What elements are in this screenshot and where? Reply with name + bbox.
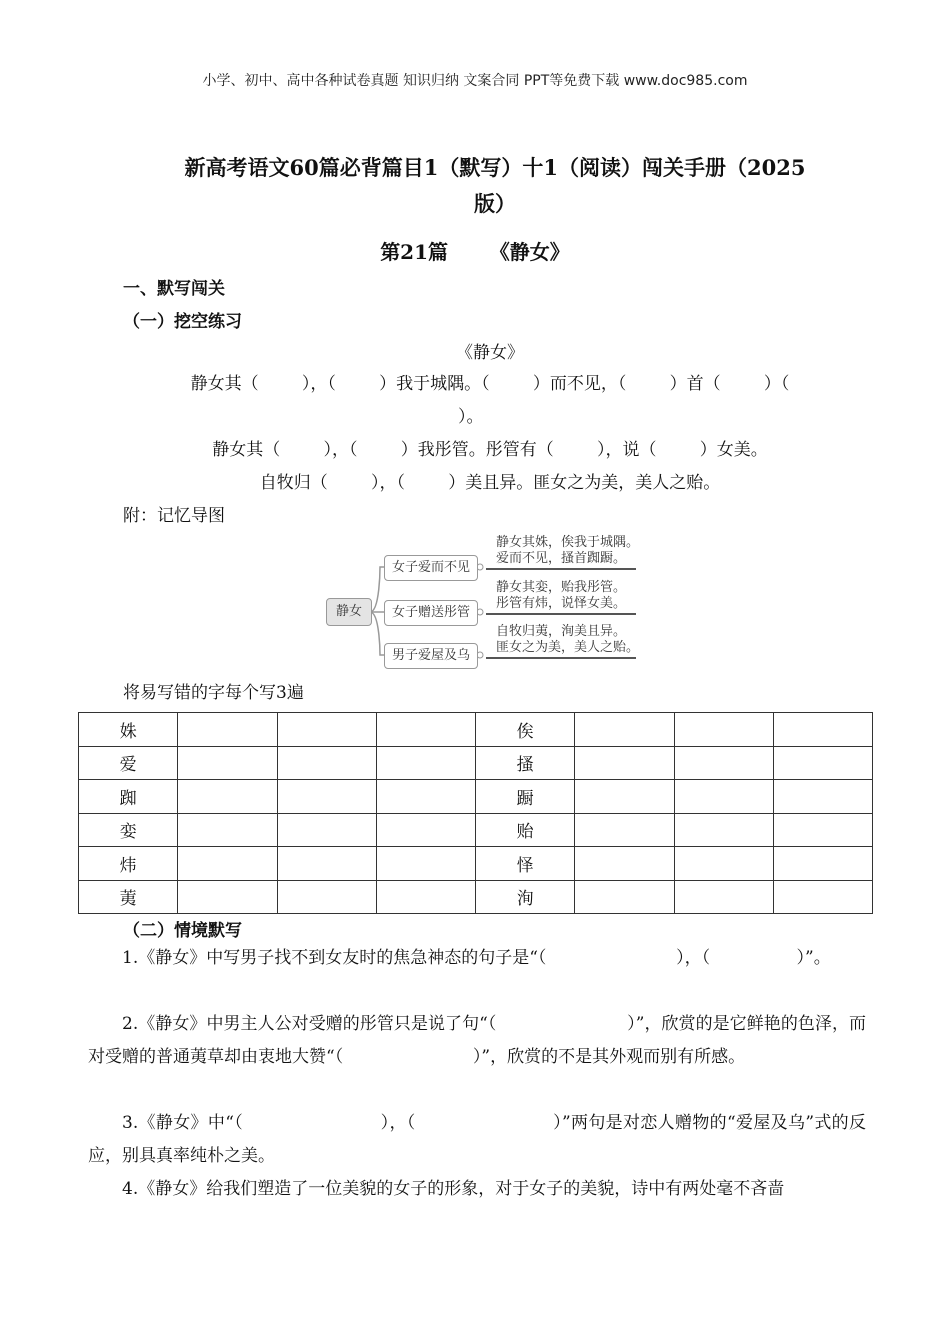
- title-line-1: 新高考语文60篇必背篇目1（默写）十1（阅读）闯关手册（2025: [184, 155, 806, 180]
- mind-map-branch-1: 女子爱而不见: [384, 555, 478, 581]
- write-cell[interactable]: [773, 847, 872, 881]
- write-cell[interactable]: [773, 880, 872, 914]
- page-header: 小学、初中、高中各种试卷真题 知识归纳 文案合同 PPT等免费下载 www.doc985.com: [202, 73, 748, 89]
- mind-map-root: 静女: [326, 598, 372, 626]
- practice-char: 爱: [79, 746, 178, 780]
- write-cell[interactable]: [277, 847, 376, 881]
- write-cell[interactable]: [575, 847, 674, 881]
- practice-char: 俟: [476, 713, 575, 747]
- question-3: 3.《静女》中“（ ），（ ）”两句是对恋人赠物的“爱屋及乌”式的反应，别具真率纯朴之美。: [88, 1113, 866, 1166]
- practice-char: 蹰: [476, 780, 575, 814]
- write-cell[interactable]: [277, 780, 376, 814]
- write-cell[interactable]: [376, 746, 475, 780]
- write-cell[interactable]: [178, 780, 277, 814]
- practice-char: 怿: [476, 847, 575, 881]
- write-cell[interactable]: [674, 847, 773, 881]
- write-cell[interactable]: [178, 713, 277, 747]
- branch-3-line-1: 自牧归荑，洵美且异。: [496, 624, 627, 639]
- question-4: 4.《静女》给我们塑造了一位美貌的女子的形象，对于女子的美貌，诗中有两处毫不吝啬: [122, 1179, 785, 1199]
- question-1: 1.《静女》中写男子找不到女友时的焦急神态的句子是“（ ），（ ）”。: [122, 948, 831, 968]
- practice-char: 炜: [79, 847, 178, 881]
- write-cell[interactable]: [674, 880, 773, 914]
- table-row: [79, 746, 873, 780]
- write-cell[interactable]: [178, 880, 277, 914]
- chapter-subtitle: 第21篇 《静女》: [380, 240, 570, 264]
- write-cell[interactable]: [773, 780, 872, 814]
- write-cell[interactable]: [674, 813, 773, 847]
- branch-2-line-2: 彤管有炜，说怿女美。: [496, 596, 627, 611]
- branch-1-line-1: 静女其姝，俟我于城隅。: [496, 535, 640, 550]
- practice-label: 将易写错的字每个写3遍: [123, 683, 304, 703]
- poem-line-2: 静女其（ ），（ ）我彤管。彤管有（ ），说（ ）女美。: [212, 440, 768, 460]
- write-cell[interactable]: [674, 746, 773, 780]
- write-cell[interactable]: [277, 746, 376, 780]
- practice-char: 娈: [79, 813, 178, 847]
- write-cell[interactable]: [773, 713, 872, 747]
- write-cell[interactable]: [277, 713, 376, 747]
- practice-char: 贻: [476, 813, 575, 847]
- poem-title: 《静女》: [456, 343, 524, 363]
- write-cell[interactable]: [277, 813, 376, 847]
- section-heading: 一、默写闯关: [123, 279, 225, 299]
- write-cell[interactable]: [376, 780, 475, 814]
- poem-line-3: 自牧归（ ），（ ）美且异。匪女之为美，美人之贻。: [259, 473, 721, 493]
- practice-char: 荑: [79, 880, 178, 914]
- practice-char: 踟: [79, 780, 178, 814]
- practice-table: [78, 712, 873, 914]
- practice-char: 姝: [79, 713, 178, 747]
- branch-2-line-1: 静女其娈，贻我彤管。: [496, 580, 627, 595]
- mind-map-branch-2: 女子赠送彤管: [384, 600, 478, 626]
- write-cell[interactable]: [674, 713, 773, 747]
- write-cell[interactable]: [575, 880, 674, 914]
- table-row: [79, 813, 873, 847]
- branch-1-underline: [486, 568, 636, 570]
- practice-char: 洵: [476, 880, 575, 914]
- write-cell[interactable]: [773, 746, 872, 780]
- write-cell[interactable]: [178, 746, 277, 780]
- mind-map-branch-3: 男子爱屋及乌: [384, 643, 478, 669]
- branch-3-underline: [486, 657, 636, 659]
- branch-3-line-2: 匪女之为美，美人之贻。: [496, 640, 640, 655]
- write-cell[interactable]: [277, 880, 376, 914]
- write-cell[interactable]: [178, 847, 277, 881]
- write-cell[interactable]: [376, 880, 475, 914]
- table-row: [79, 847, 873, 881]
- write-cell[interactable]: [376, 713, 475, 747]
- table-row: [79, 780, 873, 814]
- table-row: [79, 713, 873, 747]
- write-cell[interactable]: [376, 813, 475, 847]
- branch-2-underline: [486, 613, 636, 615]
- mind-map: [320, 532, 650, 672]
- table-row: [79, 880, 873, 914]
- write-cell[interactable]: [773, 813, 872, 847]
- branch-1-line-2: 爱而不见，搔首踟蹰。: [496, 551, 627, 566]
- write-cell[interactable]: [376, 847, 475, 881]
- part-heading-1: （一）挖空练习: [123, 312, 242, 332]
- write-cell[interactable]: [178, 813, 277, 847]
- write-cell[interactable]: [575, 746, 674, 780]
- document-title: [120, 150, 870, 222]
- title-line-2: 版）: [474, 191, 516, 216]
- question-2: 2.《静女》中男主人公对受赠的彤管只是说了句“（ ）”，欣赏的是它鲜艳的色泽，而对受赠的普通荑草却由衷地大赞“（ ）”，欣赏的不是其外观而别有所感。: [88, 1014, 866, 1067]
- poem-line-1: 静女其（ ），（ ）我于城隅。（ ）而不见，（ ）首（ ）（: [190, 374, 790, 394]
- part-heading-2: （二）情境默写: [123, 921, 242, 941]
- appendix-label: 附：记忆导图: [123, 506, 225, 526]
- practice-char: 搔: [476, 746, 575, 780]
- write-cell[interactable]: [575, 713, 674, 747]
- write-cell[interactable]: [674, 780, 773, 814]
- write-cell[interactable]: [575, 813, 674, 847]
- poem-line-1-end: ）。: [458, 407, 484, 427]
- write-cell[interactable]: [575, 780, 674, 814]
